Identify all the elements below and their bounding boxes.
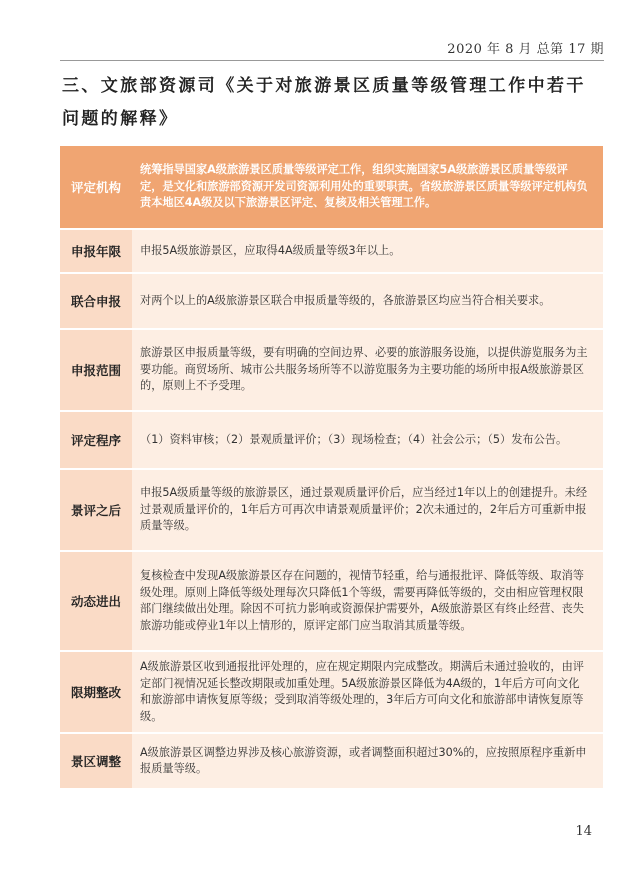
row-content: 旅游景区申报质量等级，要有明确的空间边界、必要的旅游服务设施，以提供游览服务为主要功能。商贸场所、城市公共服务场所等不以游览服务为主要功能的场所申报A级旅游景区的，原则上不予受理。 [140,346,588,393]
table-row-rectification-deadline [60,652,603,732]
section-title: 三、文旅部资源司《关于对旅游景区质量等级管理工作中若干问题的解释》 [62,76,586,129]
table-row-joint-application [60,274,603,328]
row-label: 申报年限 [60,230,132,272]
table-row-application-period [60,230,603,272]
header-divider [60,60,604,61]
table-row-evaluation-procedure [60,412,603,468]
row-label: 评定程序 [60,412,132,468]
row-content: A级旅游景区收到通报批评处理的，应在规定期限内完成整改。期满后未通过验收的，由评定部门视情况延长整改期限或加重处理。5A级旅游景区降低为4A级的，1年后方可向文化和旅游部申请恢复原等级；受到取消等级处理的，3年后方可向文化和旅游部申请恢复原等级。 [140,660,584,723]
row-content: 统筹指导国家A级旅游景区质量等级评定工作，组织实施国家5A级旅游景区质量等级评定，是文化和旅游部资源开发司资源利用处的重要职责。省级旅游景区质量等级评定机构负责本地区4A级及以下旅游景区评定、复核及相关管理工作。 [140,163,588,210]
row-content: 复核检查中发现A级旅游景区存在问题的，视情节轻重，给与通报批评、降低等级、取消等级处理。原则上降低等级处理每次只降低1个等级，需要再降低等级的，交由相应管理权限部门继续做出处理。除因不可抗力影响或资源保护需要外，A级旅游景区有终止经营、丧失旅游功能或停业1年以上情形的，原评定部门应当取消其质量等级。 [140,569,584,632]
table-row-application-scope [60,330,603,410]
row-content: 对两个以上的A级旅游景区联合申报质量等级的，各旅游景区均应当符合相关要求。 [140,293,551,307]
row-label: 申报范围 [60,330,132,410]
issue-info: 2020 年 8 月 总第 17 期 [447,42,604,57]
row-label: 景评之后 [60,470,132,550]
row-label: 景区调整 [60,734,132,788]
page-number: 14 [575,824,592,839]
row-label: 动态进出 [60,552,132,650]
row-content: 申报5A级质量等级的旅游景区，通过景观质量评价后，应当经过1年以上的创建提升。未经过景观质量评价的，1年后方可再次申请景观质量评价；2次未通过的，2年后方可重新申报质量等级。 [140,486,588,533]
table-row-dynamic-management [60,552,603,650]
table-row-evaluation-body [60,146,603,228]
row-label: 限期整改 [60,652,132,732]
row-label: 评定机构 [60,146,132,228]
row-label: 联合申报 [60,274,132,328]
row-content: （1）资料审核；（2）景观质量评价；（3）现场检查；（4）社会公示；（5）发布公告。 [140,432,568,446]
row-content: A级旅游景区调整边界涉及核心旅游资源，或者调整面积超过30%的，应按照原程序重新申报质量等级。 [140,745,587,775]
table-row-scenic-adjustment [60,734,603,788]
table-row-after-evaluation [60,470,603,550]
row-content: 申报5A级旅游景区，应取得4A级质量等级3年以上。 [140,243,401,257]
info-table [60,146,603,788]
